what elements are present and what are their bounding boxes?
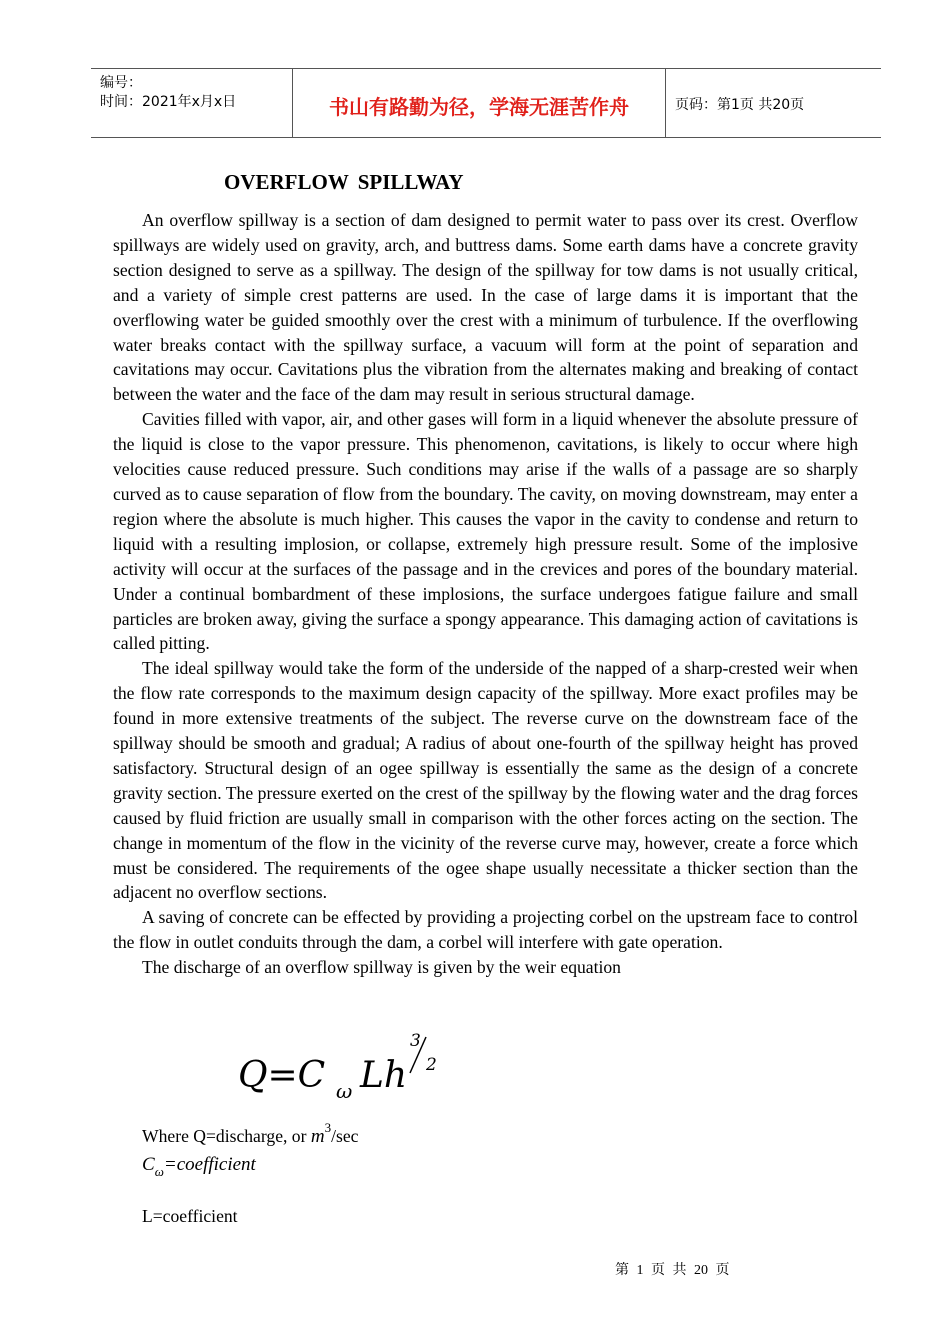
page-info: 页码：第1页 共20页 bbox=[675, 97, 805, 113]
unit-suffix: /sec bbox=[331, 1126, 359, 1146]
formula-exponent-numerator: 3 bbox=[410, 1031, 421, 1051]
formula-lhs: Q=C bbox=[238, 1055, 326, 1096]
document-title: OVERFLOW SPILLWAY bbox=[224, 170, 464, 194]
coef-base: C bbox=[142, 1154, 155, 1175]
coef-subscript: ω bbox=[154, 1164, 164, 1179]
unit-exponent: 3 bbox=[324, 1120, 332, 1135]
serial-label: 编号： bbox=[100, 75, 142, 91]
header-meta-cell bbox=[91, 69, 293, 137]
coef-rest: =coefficient bbox=[163, 1154, 256, 1175]
where-prefix: Where Q=discharge, or bbox=[142, 1126, 311, 1146]
formula-rest: Lh bbox=[360, 1055, 408, 1096]
paragraph: The discharge of an overflow spillway is given by the weir equation bbox=[142, 957, 621, 978]
header-motto-cell bbox=[293, 69, 666, 137]
motto-text: 书山有路勤为径，学海无涯苦作舟 bbox=[329, 95, 629, 119]
page-header bbox=[91, 68, 881, 138]
unit-base: m bbox=[310, 1126, 325, 1147]
weir-equation bbox=[238, 1031, 448, 1105]
paragraph: The ideal spillway would take the form of the underside of the napped of a sharp-crested weir when the flow rate corresponds to the maximum design capacity of the spillway. More exact profiles may be found in more extensive treatments of the subject. The reverse curve on the downstream face of the spillway should be smooth and gradual; A radius of about one-fourth of the spillway height has proved satisfactory. Structural design of an ogee spillway is essentially the same as the design of a concrete gravity section. The pressure exerted on the crest of the spillway by the flowing water and the drag forces caused by fluid friction are usually small in comparison with the other forces acting on the section. The change in momentum of the flow in the vicinity of the reverse curve may, however, create a force which must be considered. The requirements of the ogee shape usually necessitate a thicker section than the adjacent no overflow sections. bbox=[113, 658, 858, 903]
header-page-cell bbox=[666, 69, 881, 137]
where-line bbox=[142, 1120, 358, 1148]
paragraph: An overflow spillway is a section of dam designed to permit water to pass over its crest. Overflow spillways are widely used on gravity, arch, and buttress dams. Some earth dams have a concrete gravity section designed to serve as a spillway. The design of the spillway for tow dams is not usually critical, and a variety of simple crest patterns are used. In the case of large dams it is important that the overflowing water be guided smoothly over the crest with a minimum of turbulence. If the overflowing water breaks contact with the spillway surface, a vacuum will form at the point of separation and cavitations may occur. Cavitations plus the vibration from the alternates making and breaking of contact between the water and the face of the dam may result in serious structural damage. bbox=[113, 210, 858, 405]
paragraph: A saving of concrete can be effected by providing a projecting corbel on the upstream face to control the flow in outlet conduits through the dam, a corbel will interfere with gate operation. bbox=[113, 907, 858, 953]
coefficient-line bbox=[142, 1154, 256, 1179]
time-label: 时间：2021年x月x日 bbox=[100, 94, 237, 110]
document-body bbox=[113, 208, 858, 980]
formula-subscript: ω bbox=[336, 1079, 353, 1103]
l-definition: L=coefficient bbox=[142, 1206, 238, 1226]
page-footer: 第 1 页 共 20 页 bbox=[615, 1263, 730, 1278]
fraction-slash bbox=[404, 1035, 428, 1079]
formula-exponent-denominator: 2 bbox=[426, 1055, 437, 1075]
paragraph: Cavities filled with vapor, air, and other gases will form in a liquid whenever the absolute pressure of the liquid is close to the vapor pressure. This phenomenon, cavitations, is likely to occur where high velocities cause reduced pressure. Such conditions may arise if the walls of a passage are so sharply curved as to cause separation of flow from the boundary. The cavity, on moving downstream, may enter a region where the absolute is much higher. This causes the vapor in the cavity to condense and return to liquid with a resulting implosion, or collapse, extremely high pressure result. Some of the implosive activity will occur at the surfaces of the passage and in the crevices and pores of the boundary material. Under a continual bombardment of these implosions, the surface undergoes fatigue failure and small particles are broken away, giving the surface a spongy appearance. This damaging action of cavitations is called pitting. bbox=[113, 409, 858, 654]
